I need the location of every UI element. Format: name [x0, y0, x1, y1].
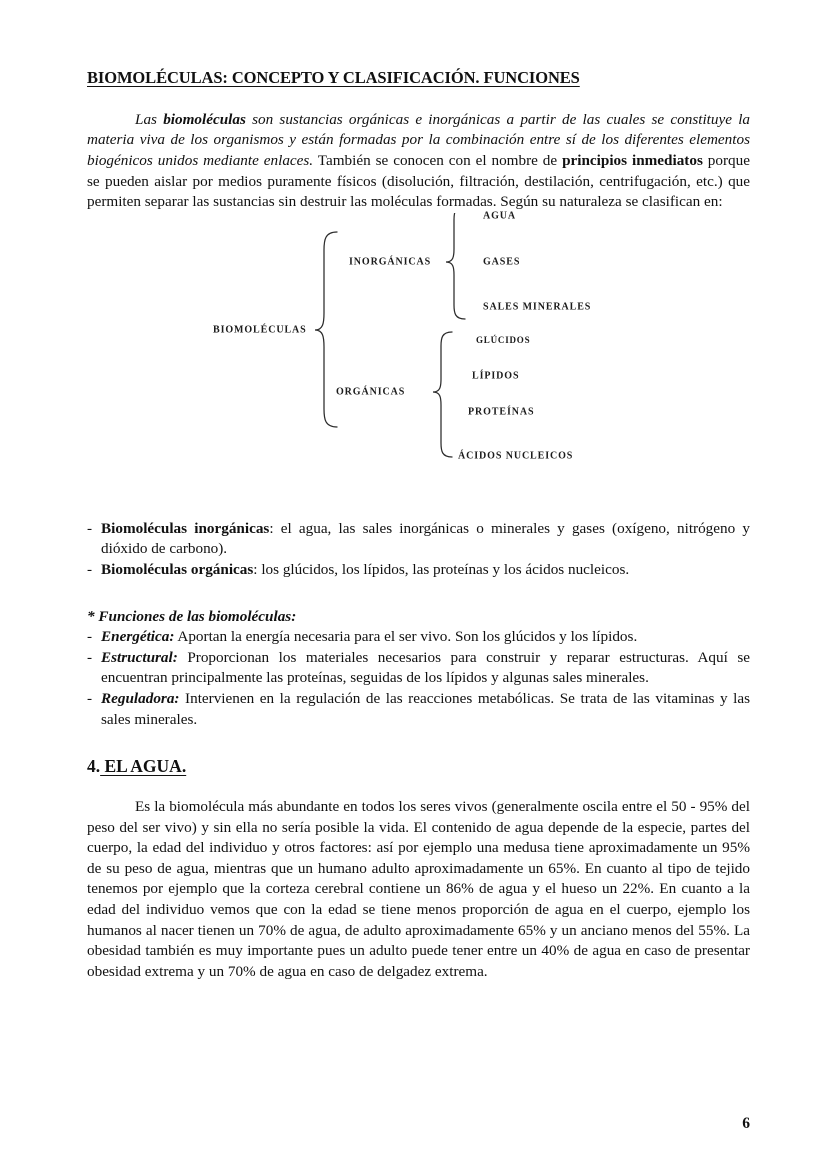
page-number: 6 — [742, 1115, 750, 1132]
list-item — [87, 519, 750, 560]
diagram-item-agua: AGUA — [483, 210, 517, 222]
diagram-item-gases: GASES — [483, 256, 521, 268]
diagram-item-glucidos: GLÚCIDOS — [476, 334, 531, 345]
section-heading-el-agua — [87, 730, 750, 777]
functions-list — [87, 627, 750, 730]
list-item-term: Reguladora: — [101, 689, 180, 707]
diagram-item-sales-minerales: SALES MINERALES — [483, 301, 592, 313]
list-dash: - — [87, 519, 93, 537]
list-dash: - — [87, 560, 93, 578]
intro-term-principios-inmediatos: principios inmediatos — [562, 151, 703, 169]
intro-paragraph — [87, 88, 750, 213]
page-content — [87, 0, 750, 982]
list-item — [87, 560, 750, 581]
list-item — [87, 627, 750, 648]
list-item-text: Aportan la energía necesaria para el ser vivo. Son los glúcidos y los lípidos. — [174, 628, 638, 646]
list-item-text: : los glúcidos, los lípidos, las proteínas y los ácidos nucleicos. — [253, 560, 630, 578]
list-dash: - — [87, 689, 93, 707]
list-item — [87, 648, 750, 689]
intro-roman-2: porque se pueden aislar por medios puramente físicos (disolución, filtración, destilación, centrifugación, etc.) que permiten separar las sustancias sin destruir las moléculas formadas. Según su naturaleza se clasifican en: — [87, 151, 750, 211]
intro-roman-1: También se conocen con el nombre de — [313, 151, 563, 169]
page-title: BIOMOLÉCULAS: CONCEPTO Y CLASIFICACIÓN. FUNCIONES — [87, 68, 580, 87]
diagram-root-label: BIOMOLÉCULAS — [213, 324, 307, 336]
intro-lead-italic: Las — [135, 110, 164, 128]
inorganic-bracket — [446, 213, 465, 319]
list-item-text: : el agua, las sales inorgánicas o minerales y gases (oxígeno, nitrógeno y dióxido de carbono). — [101, 519, 750, 558]
diagram-item-acidos-nucleicos: ÁCIDOS NUCLEICOS — [458, 450, 574, 462]
list-item-text: Intervienen en la regulación de las reacciones metabólicas. Se trata de las vitaminas y las sales minerales. — [101, 689, 750, 728]
biomolecules-classification-diagram — [87, 210, 750, 519]
list-dash: - — [87, 628, 93, 646]
list-item-text: Proporcionan los materiales necesarios para construir y reparar estructuras. Aquí se encuentran principalmente las proteínas, seguidas de los lípidos y algunas sales minerales. — [101, 648, 750, 687]
list-item-term: Energética: — [101, 628, 175, 646]
list-item — [87, 689, 750, 730]
section-label: EL AGUA. — [100, 756, 187, 777]
main-bracket — [315, 232, 337, 427]
list-item-term: Biomoléculas inorgánicas — [101, 519, 270, 537]
diagram-branch-organicas-label: ORGÁNICAS — [336, 386, 406, 398]
water-paragraph: Es la biomolécula más abundante en todos los seres vivos (generalmente oscila entre el 50 - 95% del peso del ser vivo) y sin ella no sería posible la vida. El contenido de agua depende de la especie, partes del cuerpo, la edad del individuo y otros factores: así por ejemplo una medusa tiene aproximadamente un 95% de su peso de agua, mientras que un humano adulto aproximadamente un 65%. En cuanto al tipo de tejido tenemos por ejemplo que la corteza cerebral contiene un 86% de agua y el hueso un 22%. En cuanto a la edad del individuo vemos que con la edad se tiene menos proporción de agua en el cuerpo, ejemplo los humanos al nacer tienen un 70% de agua, de adulto aproximadamente 65% y un anciano menos del 55%. La obesidad también es muy importante pues un adulto puede tener entre un 40% de agua en caso de presentar obesidad extrema y un 70% de agua en caso de delgadez extrema. — [87, 798, 750, 980]
diagram-item-lipidos: LÍPIDOS — [472, 370, 520, 382]
organic-bracket — [433, 332, 452, 457]
diagram-item-proteinas: PROTEÍNAS — [468, 406, 535, 418]
list-dash: - — [87, 648, 93, 666]
intro-term-biomoleculas: biomoléculas — [163, 110, 246, 128]
diagram-branch-inorganicas-label: INORGÁNICAS — [349, 256, 432, 268]
section-number: 4. — [87, 756, 101, 777]
list-item-term: Estructural: — [101, 648, 178, 666]
intro-italic-body: son sustancias orgánicas e inorgánicas a partir de las cuales se constituye la materia viva de los organismos y están formadas por la combinación entre sí de los diferentes elementos biogénicos unidos mediante enlaces. — [87, 110, 751, 169]
functions-heading: * Funciones de las biomoléculas: — [87, 607, 297, 625]
list-item-term: Biomoléculas orgánicas — [101, 560, 254, 578]
classification-list — [87, 519, 750, 581]
